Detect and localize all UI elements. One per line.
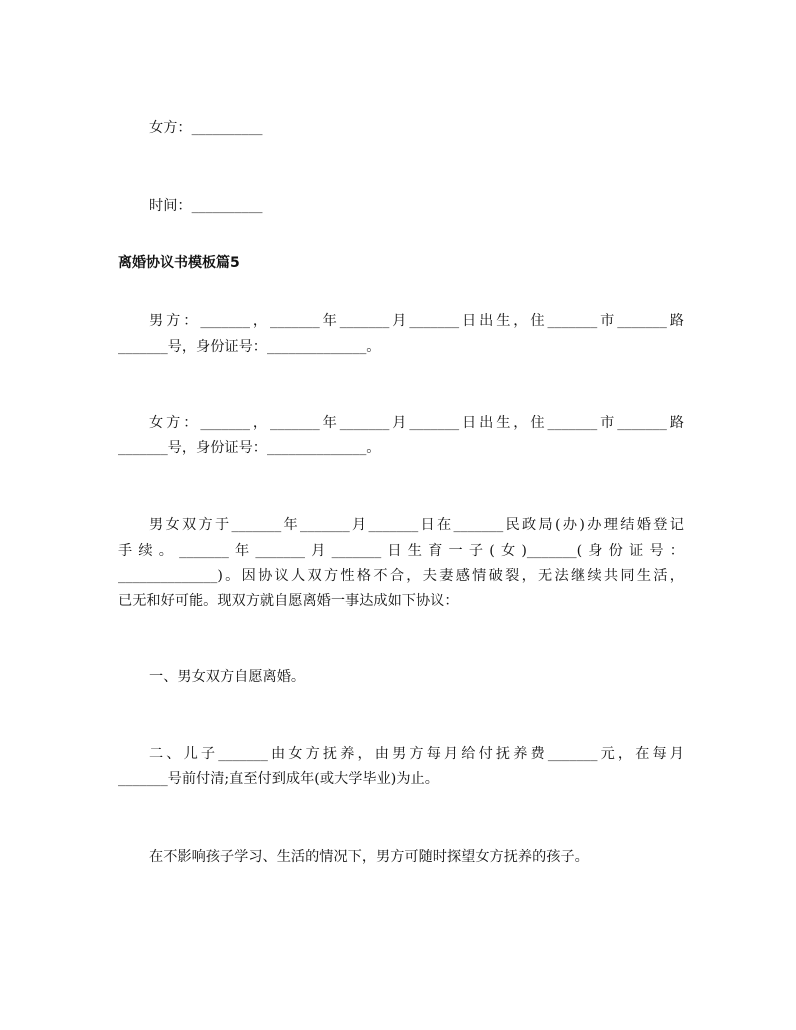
time-signature-line: 时间：__________ <box>149 198 263 214</box>
male-info-line-1: 男方：_______，_______年_______月_______日出生，住_______市_______路 <box>149 313 684 329</box>
clause-one: 一、男女双方自愿离婚。 <box>149 669 306 685</box>
visitation-clause: 在不影响孩子学习、生活的情况下，男方可随时探望女方抚养的孩子。 <box>149 849 589 865</box>
section-title: 离婚协议书模板篇5 <box>118 255 240 271</box>
clause-two-line-2: _______号前付清;直至付到成年(或大学毕业)为止。 <box>118 771 439 787</box>
male-info-line-2: _______号，身份证号：______________。 <box>118 339 381 355</box>
marriage-paragraph-line-2: 手续。_______年_______月_______日生育一子(女)_______(身份证号： <box>118 543 684 559</box>
clause-two-line-1: 二、儿子_______由女方抚养，由男方每月给付抚养费_______元，在每月 <box>149 746 684 762</box>
female-info-line-1: 女方：_______，_______年_______月_______日出生，住_______市_______路 <box>149 415 684 431</box>
female-info-line-2: _______号，身份证号：______________。 <box>118 440 381 456</box>
female-signature-line: 女方：__________ <box>149 120 263 136</box>
marriage-paragraph-line-1: 男女双方于_______年_______月_______日在_______民政局(办)办理结婚登记 <box>149 517 684 533</box>
marriage-paragraph-line-3: ______________)。因协议人双方性格不合，夫妻感情破裂，无法继续共同生活， <box>118 568 684 584</box>
marriage-paragraph-line-4: 已无和好可能。现双方就自愿离婚一事达成如下协议： <box>118 593 459 609</box>
